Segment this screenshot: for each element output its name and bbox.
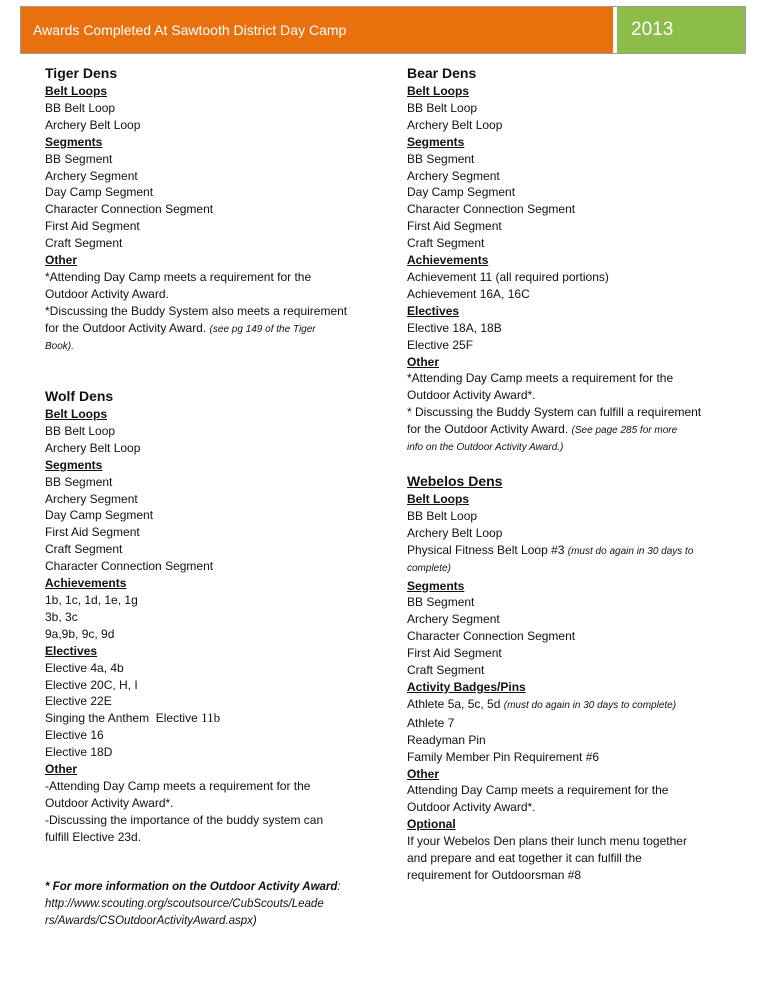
- webelos-belt-loop-item: [407, 542, 747, 561]
- webelos-other-line: Attending Day Camp meets a requirement for the: [407, 783, 669, 798]
- webelos-pf-note: complete): [407, 562, 451, 574]
- webelos-segment-item: Craft Segment: [407, 663, 485, 678]
- wolf-belt-loop-item: BB Belt Loop: [45, 423, 116, 438]
- bear-segment-item: First Aid Segment: [407, 219, 502, 234]
- page-title: Awards Completed At Sawtooth District Day Camp: [21, 7, 613, 53]
- tiger-other-line: Outdoor Activity Award.: [45, 286, 169, 301]
- bear-segment-item: Character Connection Segment: [407, 202, 576, 217]
- webelos-belt-loop-item: BB Belt Loop: [407, 508, 478, 523]
- wolf-achievements-heading: Achievements: [45, 576, 127, 591]
- wolf-other-heading: Other: [45, 762, 78, 777]
- tiger-belt-loops-heading: Belt Loops: [45, 84, 107, 98]
- bear-belt-loops-heading: Belt Loops: [407, 84, 469, 98]
- webelos-segment-item: Character Connection Segment: [407, 629, 576, 644]
- wolf-elective-item: Elective 4a, 4b: [45, 660, 124, 675]
- tiger-segment-item: BB Segment: [45, 151, 113, 166]
- tiger-belt-loop-item: BB Belt Loop: [45, 100, 116, 115]
- bear-segments-heading: Segments: [407, 134, 465, 149]
- webelos-other-heading: Other: [407, 766, 440, 781]
- tiger-belt-loop-item: Archery Belt Loop: [45, 117, 141, 132]
- tiger-segments-heading: Segments: [45, 134, 103, 149]
- bear-other-heading: Other: [407, 354, 440, 369]
- header-year: 2013: [617, 7, 745, 53]
- tiger-other-line: *Discussing the Buddy System also meets a requirement: [45, 303, 348, 318]
- webelos-segment-item: Archery Segment: [407, 612, 500, 627]
- wolf-elective-item: Elective 18D: [45, 745, 113, 760]
- bear-elective-item: Elective 18A, 18B: [407, 320, 502, 335]
- webelos-optional-line: If your Webelos Den plans their lunch menu together: [407, 834, 687, 849]
- webelos-optional-line: requirement for Outdoorsman #8: [407, 867, 582, 882]
- tiger-segment-item: Craft Segment: [45, 236, 123, 251]
- tiger-other-line: [45, 320, 385, 339]
- wolf-segment-item: BB Segment: [45, 474, 113, 489]
- bear-segment-item: Day Camp Segment: [407, 185, 516, 200]
- webelos-optional-heading: Optional: [407, 817, 456, 832]
- bear-other-line: Outdoor Activity Award*.: [407, 388, 536, 403]
- webelos-pf-text: Physical Fitness Belt Loop #3: [407, 542, 568, 557]
- wolf-elective-item: [45, 710, 385, 727]
- webelos-belt-loop-item: Archery Belt Loop: [407, 525, 503, 540]
- webelos-title: Webelos Dens: [407, 473, 503, 489]
- bear-segment-item: Craft Segment: [407, 236, 485, 251]
- wolf-electives-heading: Electives: [45, 643, 98, 658]
- wolf-elective-item: Elective 22E: [45, 694, 112, 709]
- tiger-segment-item: Day Camp Segment: [45, 185, 154, 200]
- webelos-badge-item: Family Member Pin Requirement #6: [407, 749, 600, 764]
- tiger-note: Book).: [45, 340, 74, 352]
- footnote-lead-line: [45, 879, 375, 896]
- bear-segment-item: BB Segment: [407, 151, 475, 166]
- footnote: [45, 879, 375, 930]
- webelos-other-line: Outdoor Activity Award*.: [407, 800, 536, 815]
- wolf-segment-item: Character Connection Segment: [45, 559, 214, 574]
- bear-section: [407, 64, 747, 457]
- webelos-segment-item: First Aid Segment: [407, 646, 502, 661]
- webelos-optional-line: and prepare and eat together it can fulfill the: [407, 851, 642, 866]
- wolf-achievement-item: 1b, 1c, 1d, 1e, 1g: [45, 592, 138, 607]
- wolf-segment-item: Day Camp Segment: [45, 508, 154, 523]
- bear-note: info on the Outdoor Activity Award.): [407, 442, 564, 454]
- wolf-elective-item: Elective 20C, H, I: [45, 677, 138, 692]
- wolf-anthem-text: Singing the Anthem Elective: [45, 711, 202, 726]
- wolf-other-line: -Discussing the importance of the buddy system can: [45, 812, 324, 827]
- header-banner: [20, 6, 746, 54]
- tiger-segment-item: Archery Segment: [45, 168, 138, 183]
- footnote-lead: * For more information on the Outdoor Activity Award: [45, 881, 338, 893]
- tiger-section: [45, 64, 385, 356]
- bear-title: Bear Dens: [407, 65, 477, 81]
- webelos-segment-item: BB Segment: [407, 595, 475, 610]
- bear-note: (See page 285 for more: [571, 425, 678, 437]
- footnote-colon: :: [337, 881, 341, 893]
- webelos-belt-loops-heading: Belt Loops: [407, 492, 469, 506]
- webelos-pf-note: (must do again in 30 days to: [567, 545, 694, 557]
- webelos-badge-item: [407, 696, 747, 715]
- wolf-section: [45, 387, 385, 846]
- bear-other-line: * Discussing the Buddy System can fulfill a requirement: [407, 405, 702, 420]
- bear-elective-item: Elective 25F: [407, 337, 474, 352]
- wolf-belt-loops-heading: Belt Loops: [45, 407, 107, 421]
- webelos-badges-heading: Activity Badges/Pins: [407, 679, 526, 694]
- wolf-segment-item: Craft Segment: [45, 542, 123, 557]
- wolf-anthem-number: 11b: [201, 710, 221, 726]
- wolf-other-line: -Attending Day Camp meets a requirement for the: [45, 778, 311, 793]
- tiger-segment-item: First Aid Segment: [45, 219, 140, 234]
- tiger-other-heading: Other: [45, 253, 78, 268]
- tiger-segment-item: Character Connection Segment: [45, 202, 214, 217]
- webelos-badge-item: Readyman Pin: [407, 732, 486, 747]
- tiger-note: (see pg 149 of the Tiger: [209, 323, 316, 335]
- wolf-achievement-item: 9a,9b, 9c, 9d: [45, 626, 115, 641]
- wolf-elective-item: Elective 16: [45, 728, 104, 743]
- bear-other-text: for the Outdoor Activity Award.: [407, 422, 569, 437]
- webelos-section: [407, 472, 747, 884]
- webelos-badge-item: Athlete 7: [407, 715, 455, 730]
- webelos-segments-heading: Segments: [407, 578, 465, 593]
- bear-electives-heading: Electives: [407, 303, 460, 318]
- wolf-segments-heading: Segments: [45, 457, 103, 472]
- wolf-other-line: fulfill Elective 23d.: [45, 829, 142, 844]
- wolf-title: Wolf Dens: [45, 388, 114, 404]
- bear-segment-item: Archery Segment: [407, 168, 500, 183]
- tiger-title: Tiger Dens: [45, 65, 118, 81]
- bear-achievement-item: Achievement 11 (all required portions): [407, 269, 609, 284]
- bear-other-line: [407, 421, 747, 440]
- wolf-achievement-item: 3b, 3c: [45, 609, 78, 624]
- webelos-athlete-note: (must do again in 30 days to complete): [503, 699, 677, 711]
- footnote-url-line[interactable]: rs/Awards/CSOutdoorActivityAward.aspx): [45, 915, 257, 927]
- wolf-segment-item: Archery Segment: [45, 491, 138, 506]
- wolf-belt-loop-item: Archery Belt Loop: [45, 440, 141, 455]
- wolf-segment-item: First Aid Segment: [45, 525, 140, 540]
- bear-other-line: *Attending Day Camp meets a requirement for the: [407, 371, 674, 386]
- tiger-other-line: *Attending Day Camp meets a requirement for the: [45, 269, 312, 284]
- bear-belt-loop-item: Archery Belt Loop: [407, 117, 503, 132]
- webelos-athlete-text: Athlete 5a, 5c, 5d: [407, 696, 504, 711]
- bear-achievements-heading: Achievements: [407, 253, 489, 268]
- bear-belt-loop-item: BB Belt Loop: [407, 100, 478, 115]
- bear-achievement-item: Achievement 16A, 16C: [407, 286, 530, 301]
- footnote-url-line[interactable]: http://www.scouting.org/scoutsource/CubScouts/Leade: [45, 898, 324, 910]
- wolf-other-line: Outdoor Activity Award*.: [45, 795, 174, 810]
- tiger-other-text: for the Outdoor Activity Award.: [45, 320, 207, 335]
